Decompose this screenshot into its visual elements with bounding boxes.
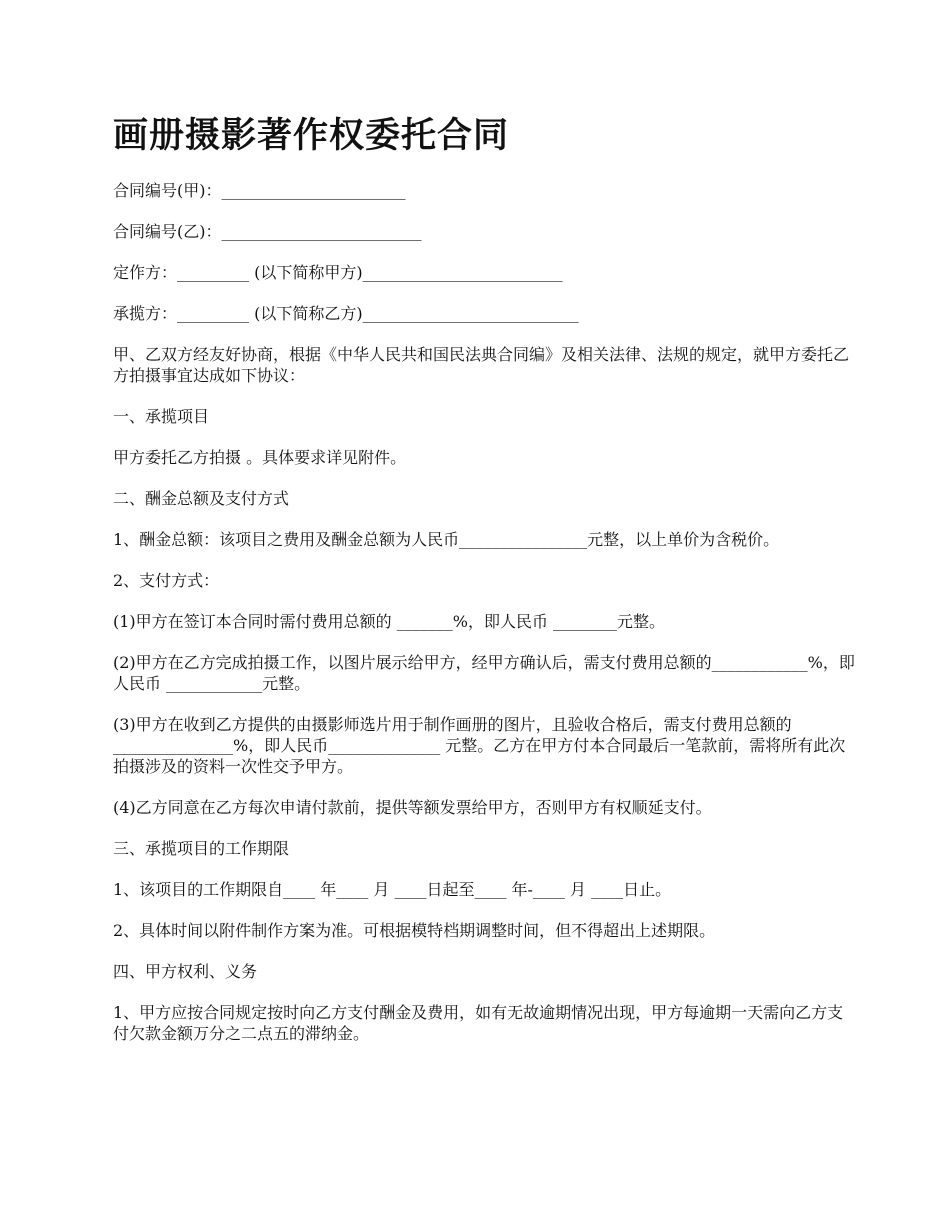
section-heading-3: 三、承揽项目的工作期限 [113, 839, 290, 858]
schedule-clause: 2、具体时间以附件制作方案为准。可根据模特档期调整时间，但不得超出上述期限。 [113, 921, 716, 940]
payment-clause-4: (4)乙方同意在乙方每次申请付款前，提供等额发票给甲方，否则甲方有权顺延支付。 [113, 798, 712, 817]
section-heading-2: 二、酬金总额及支付方式 [113, 489, 290, 508]
payment-clause-2: (2)甲方在乙方完成拍摄工作，以图片展示给甲方，经甲方确认后，需支付费用总额的____________%，即人民币 ____________元整。 [113, 653, 855, 693]
project-description: 甲方委托乙方拍摄 。具体要求详见附件。 [113, 448, 407, 467]
section-heading-1: 一、承揽项目 [113, 407, 210, 426]
contractor-party-line: 承揽方：_________ (以下简称乙方)___________________________ [113, 304, 579, 323]
contract-number-party-b: 合同编号(乙)：_________________________ [113, 222, 422, 241]
payment-clause-1: (1)甲方在签订本合同时需付费用总额的 _______%，即人民币 ________元整。 [113, 612, 666, 631]
contract-page [113, 112, 858, 1064]
contract-number-party-a: 合同编号(甲)：_______________________ [113, 181, 406, 200]
payment-method-heading: 2、支付方式： [113, 571, 220, 590]
party-a-obligation-1: 1、甲方应按合同规定按时向乙方支付酬金及费用，如有无故逾期情况出现，甲方每逾期一天需向乙方支付欠款金额万分之二点五的滞纳金。 [113, 1003, 844, 1043]
payment-clause-3: (3)甲方在收到乙方提供的由摄影师选片用于制作画册的图片，且验收合格后，需支付费用总额的_______________%，即人民币______________ 元整。乙方在甲方付本合同最后一笔款前，需将所有此次拍摄涉及的资料一次性交予甲方。 [113, 715, 846, 776]
preamble-paragraph: 甲、乙双方经友好协商，根据《中华人民共和国民法典合同编》及相关法律、法规的规定，就甲方委托乙方拍摄事宜达成如下协议： [113, 345, 850, 385]
section-heading-4: 四、甲方权利、义务 [113, 962, 258, 981]
ordering-party-line: 定作方：_________ (以下简称甲方)_________________________ [113, 263, 563, 282]
total-fee-clause: 1、酬金总额：该项目之费用及酬金总额为人民币________________元整，以上单价为含税价。 [113, 530, 780, 549]
document-title: 画册摄影著作权委托合同 [113, 116, 510, 156]
work-period-clause: 1、该项目的工作期限自____ 年____ 月 ____日起至____ 年-____ 月 ____日止。 [113, 880, 672, 899]
